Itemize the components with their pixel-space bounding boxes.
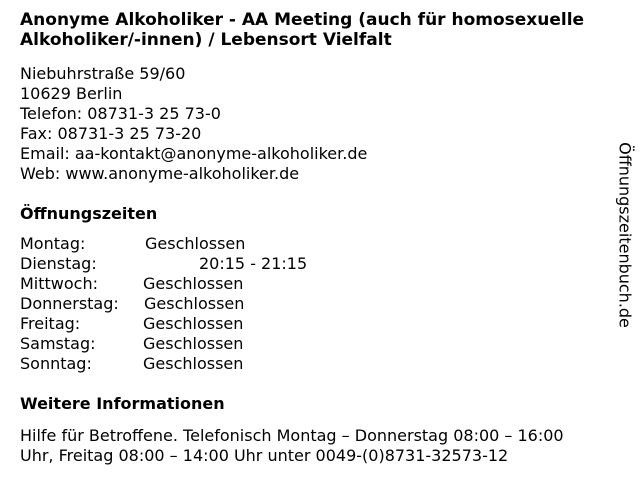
city-postcode: 10629 Berlin: [20, 84, 123, 103]
email-address: Email: aa-kontakt@anonyme-alkoholiker.de: [20, 144, 368, 163]
contact-block: [20, 64, 367, 184]
day-hours: Geschlossen: [145, 234, 246, 253]
day-label: Donnerstag:: [20, 294, 119, 313]
day-label: Dienstag:: [20, 254, 97, 273]
day-hours: Geschlossen: [144, 294, 245, 313]
day-label: Sonntag:: [20, 354, 92, 373]
day-hours: Geschlossen: [143, 354, 244, 373]
further-info-heading: Weitere Informationen: [20, 394, 225, 413]
day-label: Freitag:: [20, 314, 81, 333]
day-label: Samstag:: [20, 334, 96, 353]
day-hours: 20:15 - 21:15: [199, 254, 308, 273]
street-address: Niebuhrstraße 59/60: [20, 64, 186, 83]
further-info-text: Hilfe für Betroffene. Telefonisch Montag – Donnerstag 08:00 – 16:00 Uhr, Freitag 08:00 – 14:00 Uhr unter 0049-(0)8731-32573-12: [20, 426, 564, 465]
watermark-text: Öffnungszeitenbuch.de: [615, 142, 635, 328]
day-label: Montag:: [20, 234, 86, 253]
day-hours: Geschlossen: [143, 314, 244, 333]
day-hours: Geschlossen: [143, 274, 244, 293]
page-title: Anonyme Alkoholiker - AA Meeting (auch für homosexuelle Alkoholiker/-innen) / Lebensort Vielfalt: [20, 10, 585, 50]
fax-number: Fax: 08731-3 25 73-20: [20, 124, 202, 143]
site-watermark: [610, 135, 640, 335]
phone-number: Telefon: 08731-3 25 73-0: [20, 104, 221, 123]
day-hours: Geschlossen: [143, 334, 244, 353]
day-label: Mittwoch:: [20, 274, 98, 293]
website: Web: www.anonyme-alkoholiker.de: [20, 164, 300, 183]
opening-hours-heading: Öffnungszeiten: [20, 204, 158, 223]
